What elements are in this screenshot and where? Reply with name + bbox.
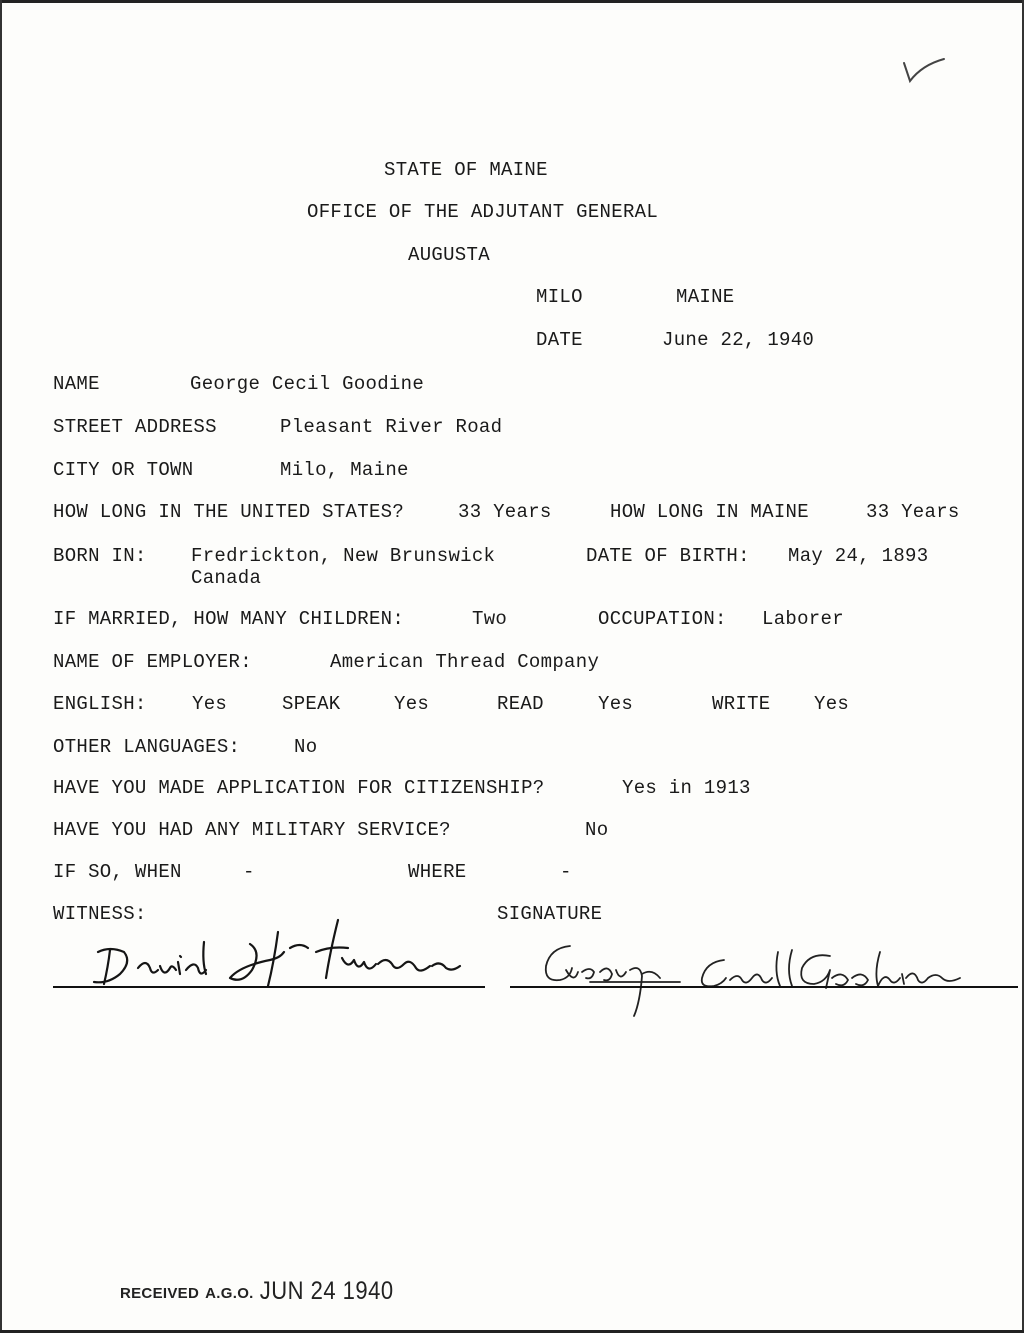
witness-signature-line bbox=[53, 986, 485, 988]
us-duration-value: 33 Years bbox=[458, 501, 552, 523]
scan-border-top bbox=[0, 0, 1024, 3]
header-city: AUGUSTA bbox=[408, 244, 490, 266]
write-label: WRITE bbox=[712, 693, 771, 715]
street-label: STREET ADDRESS bbox=[53, 416, 217, 438]
stamp-date: JUN 24 1940 bbox=[259, 1276, 394, 1305]
city-value: Milo, Maine bbox=[280, 459, 409, 481]
applicant-signature bbox=[530, 922, 980, 1022]
english-label: ENGLISH: bbox=[53, 693, 147, 715]
date-value: June 22, 1940 bbox=[662, 329, 815, 351]
location-town: MILO bbox=[536, 286, 583, 308]
check-mark-icon bbox=[900, 55, 950, 85]
children-label: IF MARRIED, HOW MANY CHILDREN: bbox=[53, 608, 405, 630]
header-state: STATE OF MAINE bbox=[384, 159, 548, 181]
dob-value: May 24, 1893 bbox=[788, 545, 929, 567]
stamp-office: A.G.O. bbox=[205, 1285, 254, 1302]
born-label: BORN IN: bbox=[53, 545, 147, 567]
city-label: CITY OR TOWN bbox=[53, 459, 194, 481]
where-value: - bbox=[560, 861, 572, 883]
maine-duration-value: 33 Years bbox=[866, 501, 960, 523]
us-duration-label: HOW LONG IN THE UNITED STATES? bbox=[53, 501, 405, 523]
location-state: MAINE bbox=[676, 286, 735, 308]
maine-duration-label: HOW LONG IN MAINE bbox=[610, 501, 809, 523]
occupation-label: OCCUPATION: bbox=[598, 608, 727, 630]
name-label: NAME bbox=[53, 373, 100, 395]
read-label: READ bbox=[497, 693, 544, 715]
children-value: Two bbox=[472, 608, 508, 630]
signature-label: SIGNATURE bbox=[497, 903, 603, 925]
other-languages-label: OTHER LANGUAGES: bbox=[53, 736, 241, 758]
witness-label: WITNESS: bbox=[53, 903, 147, 925]
employer-label: NAME OF EMPLOYER: bbox=[53, 651, 252, 673]
received-stamp bbox=[120, 1278, 394, 1304]
military-label: HAVE YOU HAD ANY MILITARY SERVICE? bbox=[53, 819, 451, 841]
dob-label: DATE OF BIRTH: bbox=[586, 545, 750, 567]
speak-value: Yes bbox=[394, 693, 430, 715]
born-value-line1: Fredrickton, New Brunswick bbox=[191, 545, 496, 567]
employer-value: American Thread Company bbox=[330, 651, 600, 673]
where-label: WHERE bbox=[408, 861, 467, 883]
scan-border-left bbox=[0, 0, 2, 1333]
other-languages-value: No bbox=[294, 736, 318, 758]
witness-signature bbox=[80, 912, 480, 992]
street-value: Pleasant River Road bbox=[280, 416, 503, 438]
write-value: Yes bbox=[814, 693, 850, 715]
born-value-line2: Canada bbox=[191, 567, 262, 589]
when-value: - bbox=[243, 861, 255, 883]
stamp-received: RECEIVED bbox=[120, 1285, 200, 1302]
date-label: DATE bbox=[536, 329, 583, 351]
citizenship-value: Yes in 1913 bbox=[622, 777, 751, 799]
occupation-value: Laborer bbox=[762, 608, 844, 630]
english-value: Yes bbox=[192, 693, 228, 715]
applicant-signature-line bbox=[510, 986, 1018, 988]
name-value: George Cecil Goodine bbox=[190, 373, 425, 395]
military-value: No bbox=[585, 819, 609, 841]
when-label: IF SO, WHEN bbox=[53, 861, 182, 883]
header-office: OFFICE OF THE ADJUTANT GENERAL bbox=[307, 201, 659, 223]
citizenship-label: HAVE YOU MADE APPLICATION FOR CITIZENSHIP? bbox=[53, 777, 545, 799]
speak-label: SPEAK bbox=[282, 693, 341, 715]
read-value: Yes bbox=[598, 693, 634, 715]
